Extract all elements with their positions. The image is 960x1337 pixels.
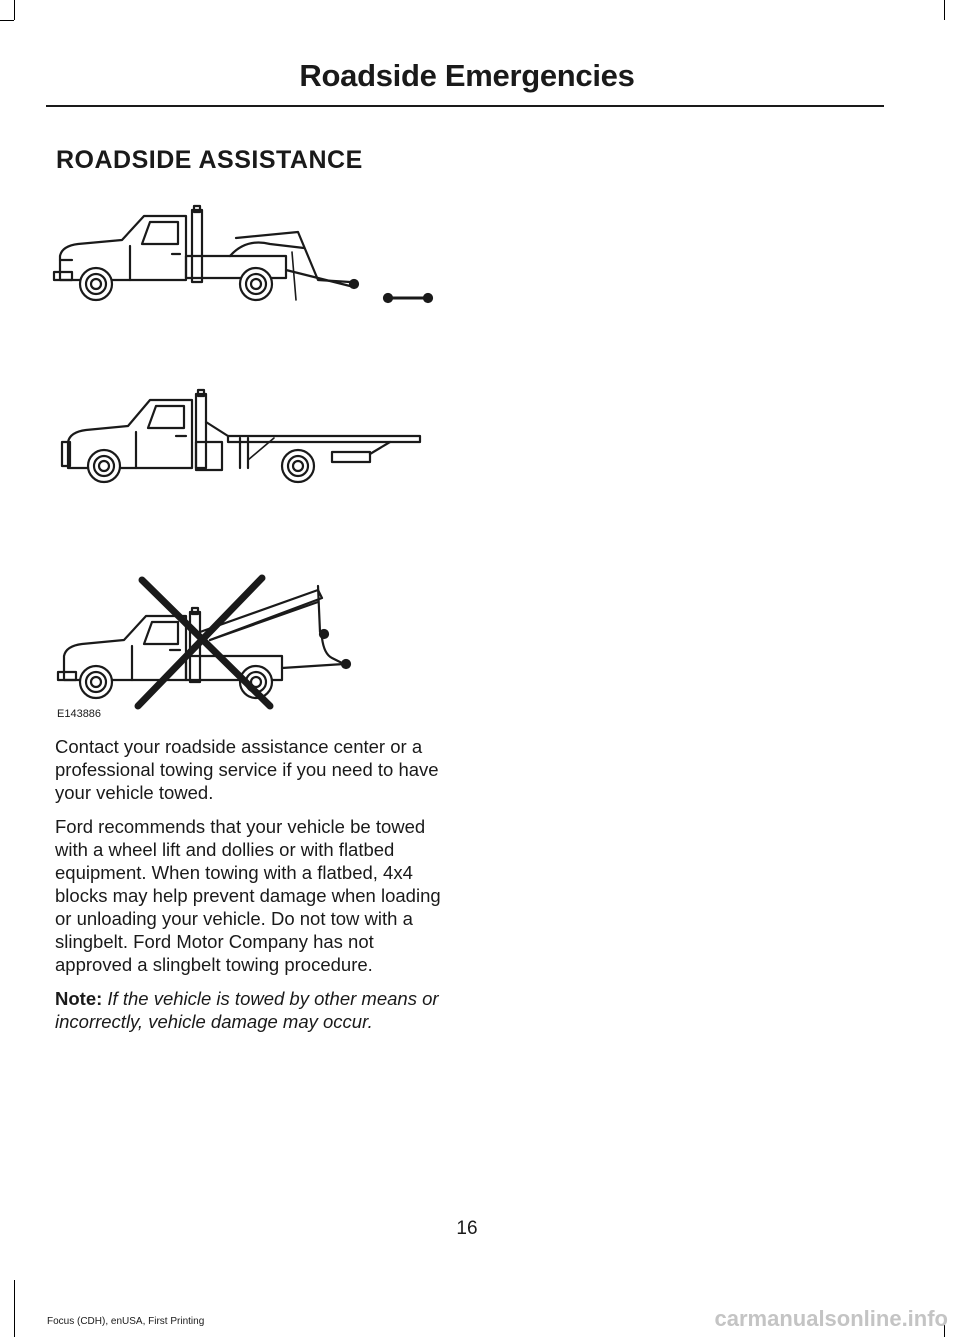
wheel-lift-tow-truck-illustration <box>50 200 450 310</box>
crop-mark-bottom-left <box>14 1280 15 1337</box>
header-divider <box>46 105 884 107</box>
figure-id-label: E143886 <box>57 708 102 720</box>
publication-info: Focus (CDH), enUSA, First Printing <box>47 1316 205 1327</box>
paragraph-contact: Contact your roadside assistance center or a professional towing service if you need to have your vehicle towed. <box>55 736 439 803</box>
paragraph-recommendation: Ford recommends that your vehicle be towed with a wheel lift and dollies or with flatbed equipment. When towing with a flatbed, 4x4 blocks may help prevent damage when loading or unloading your vehicle. Do not tow with a slingbelt. Ford Motor Company has not approved a slingbelt towing procedure. <box>55 816 441 975</box>
crop-mark-top-left <box>14 0 15 20</box>
note-text: If the vehicle is towed by other means or incorrectly, vehicle damage may occur. <box>55 988 439 1032</box>
body-text <box>55 735 450 1044</box>
slingbelt-tow-truck-illustration <box>50 572 360 712</box>
note-label: Note: <box>55 988 103 1009</box>
note-paragraph <box>55 987 450 1033</box>
flatbed-tow-truck-illustration <box>50 388 430 493</box>
crop-mark-top-left-h <box>0 20 14 21</box>
page-number: 16 <box>456 1218 478 1239</box>
section-title: ROADSIDE ASSISTANCE <box>56 146 363 174</box>
watermark: carmanualsonline.info <box>714 1306 948 1331</box>
page-header-title: Roadside Emergencies <box>299 58 635 93</box>
crop-mark-top-right <box>944 0 945 20</box>
